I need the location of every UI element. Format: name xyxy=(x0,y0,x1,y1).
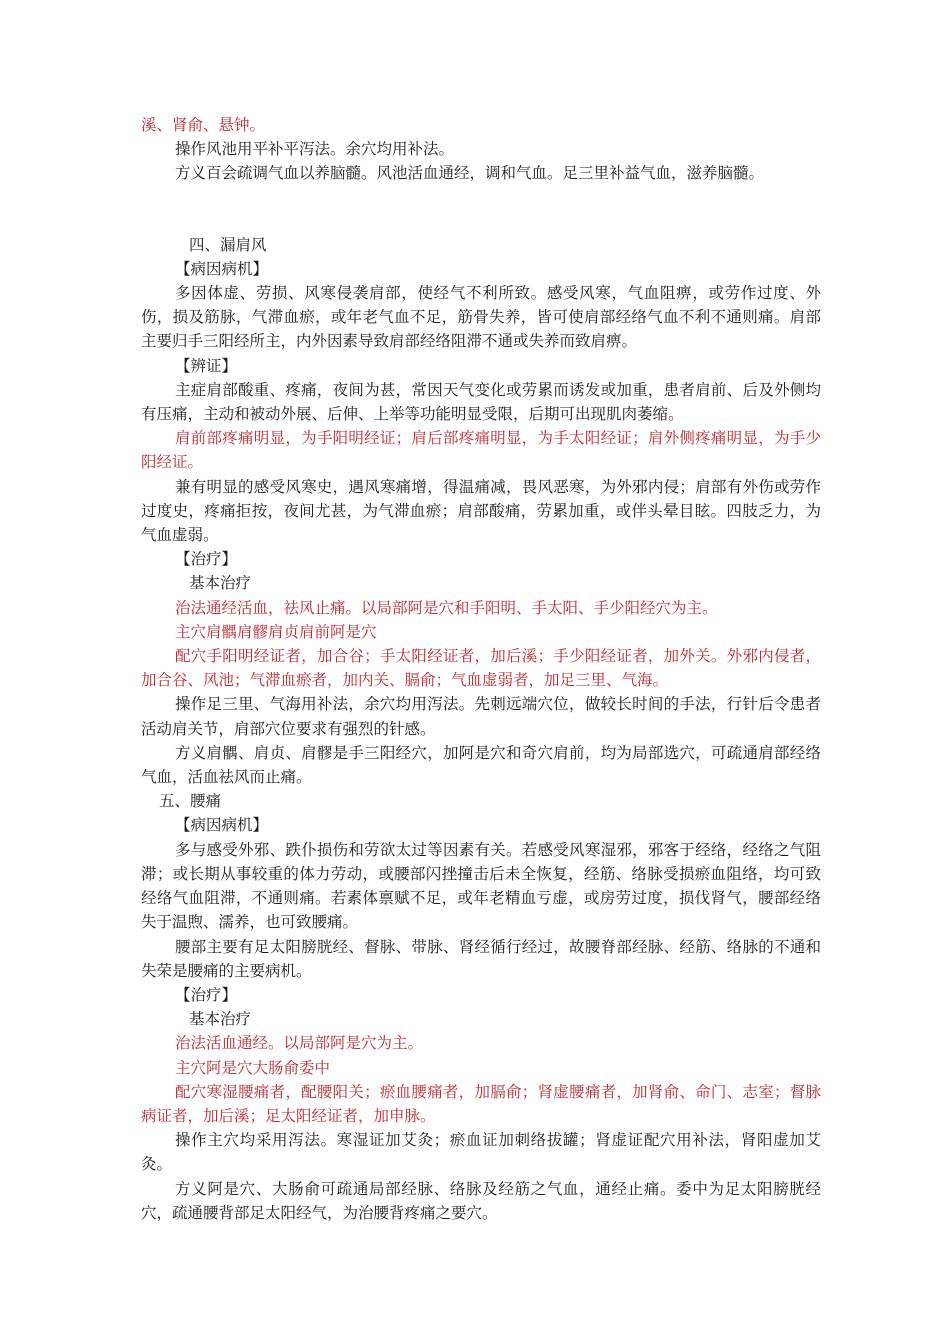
paragraph: 方义百会疏调气血以养脑髓。风池活血通经，调和气血。足三里补益气血，滋养脑髓。 xyxy=(175,164,765,183)
paragraph: 多与感受外邪、跌仆损伤和劳欲太过等因素有关。若感受风寒湿邪，邪客于经络，经络之气阻滞；或长期从事较重的体力劳动，或腰部闪挫撞击后未全恢复，经筋、络脉受损瘀血阻络，均可致经络气血阻滞，不通则痛。若素体禀赋不足，或年老精血亏虚，或房劳过度，损伐肾气，腰部经络失于温煦、濡养，也可致腰痛。 xyxy=(141,840,821,932)
paragraph: 方义阿是穴、大肠俞可疏通局部经脉、络脉及经筋之气血，通经止痛。委中为足太阳膀胱经穴，疏通腰背部足太阳经气，为治腰背疼痛之要穴。 xyxy=(141,1179,821,1222)
paragraph: 【治疗】 xyxy=(175,985,238,1004)
paragraph: 操作足三里、气海用补法，余穴均用泻法。先刺远端穴位，做较长时间的手法，行针后令患者活动肩关节，肩部穴位要求有强烈的针感。 xyxy=(141,695,821,738)
paragraph: 基本治疗 xyxy=(189,574,252,593)
paragraph: 肩前部疼痛明显，为手阳明经证；肩后部疼痛明显，为手太阳经证；肩外侧疼痛明显，为手少阳经证。 xyxy=(141,429,821,472)
paragraph: 配穴手阳明经证者，加合谷；手太阳经证者，加后溪；手少阳经证者，加外关。外邪内侵者，加合谷、风池；气滞血瘀者，加内关、膈俞；气血虚弱者，加足三里、气海。 xyxy=(141,647,821,690)
paragraph: 五、腰痛 xyxy=(159,792,222,811)
paragraph: 主穴阿是穴大肠俞委中 xyxy=(175,1058,331,1077)
paragraph: 四、漏肩风 xyxy=(189,235,267,254)
paragraph: 配穴寒湿腰痛者，配腰阳关；瘀血腰痛者，加膈俞；肾虚腰痛者，加肾俞、命门、志室；督脉病证者，加后溪；足太阳经证者，加申脉。 xyxy=(141,1082,821,1125)
paragraph: 方义肩髃、肩贞、肩髎是手三阳经穴，加阿是穴和奇穴肩前，均为局部选穴，可疏通肩部经络气血，活血祛风而止痛。 xyxy=(141,743,821,787)
paragraph: 主症肩部酸重、疼痛，夜间为甚，常因天气变化或劳累而诱发或加重，患者肩前、后及外侧均有压痛，主动和被动外展、后伸、上举等功能明显受限，后期可出现肌肉萎缩。 xyxy=(141,380,821,424)
paragraph: 操作风池用平补平泻法。余穴均用补法。 xyxy=(175,140,455,159)
paragraph: 主穴肩髃肩髎肩贞肩前阿是穴 xyxy=(175,622,377,641)
paragraph: 基本治疗 xyxy=(189,1010,252,1029)
document-body xyxy=(141,113,821,1225)
paragraph: 【治疗】 xyxy=(175,550,238,569)
paragraph: 【病因病机】 xyxy=(175,816,269,835)
paragraph: 【病因病机】 xyxy=(175,259,269,278)
paragraph xyxy=(141,201,821,217)
paragraph: 腰部主要有足太阳膀胱经、督脉、带脉、肾经循行经过，故腰脊部经脉、经筋、络脉的不通和失荣是腰痛的主要病机。 xyxy=(141,937,821,980)
paragraph: 兼有明显的感受风寒史，遇风寒痛增，得温痛减，畏风恶寒，为外邪内侵；肩部有外伤或劳作过度史，疼痛拒按，夜间尤甚，为气滞血瘀；肩部酸痛，劳累加重，或伴头晕目眩。四肢乏力，为气血虚弱。 xyxy=(141,477,821,545)
paragraph: 【辨证】 xyxy=(175,356,238,375)
paragraph: 溪、肾俞、悬钟。 xyxy=(141,116,266,134)
paragraph: 多因体虚、劳损、风寒侵袭肩部，使经气不利所致。感受风寒，气血阻痹，或劳作过度、外伤，损及筋脉，气滞血瘀，或年老气血不足，筋骨失养，皆可使肩部经络气血不利不通则痛。肩部主要归手三阳经所主，内外因素导致肩部经络阻滞不通或失养而致肩痹。 xyxy=(141,284,821,351)
paragraph: 治法通经活血，祛风止痛。以局部阿是穴和手阳明、手太阳、手少阳经穴为主。 xyxy=(175,598,718,617)
paragraph: 治法活血通经。以局部阿是穴为主。 xyxy=(175,1034,424,1053)
paragraph: 操作主穴均采用泻法。寒湿证加艾灸；瘀血证加刺络拔罐；肾虚证配穴用补法，肾阳虚加艾灸。 xyxy=(141,1131,821,1174)
